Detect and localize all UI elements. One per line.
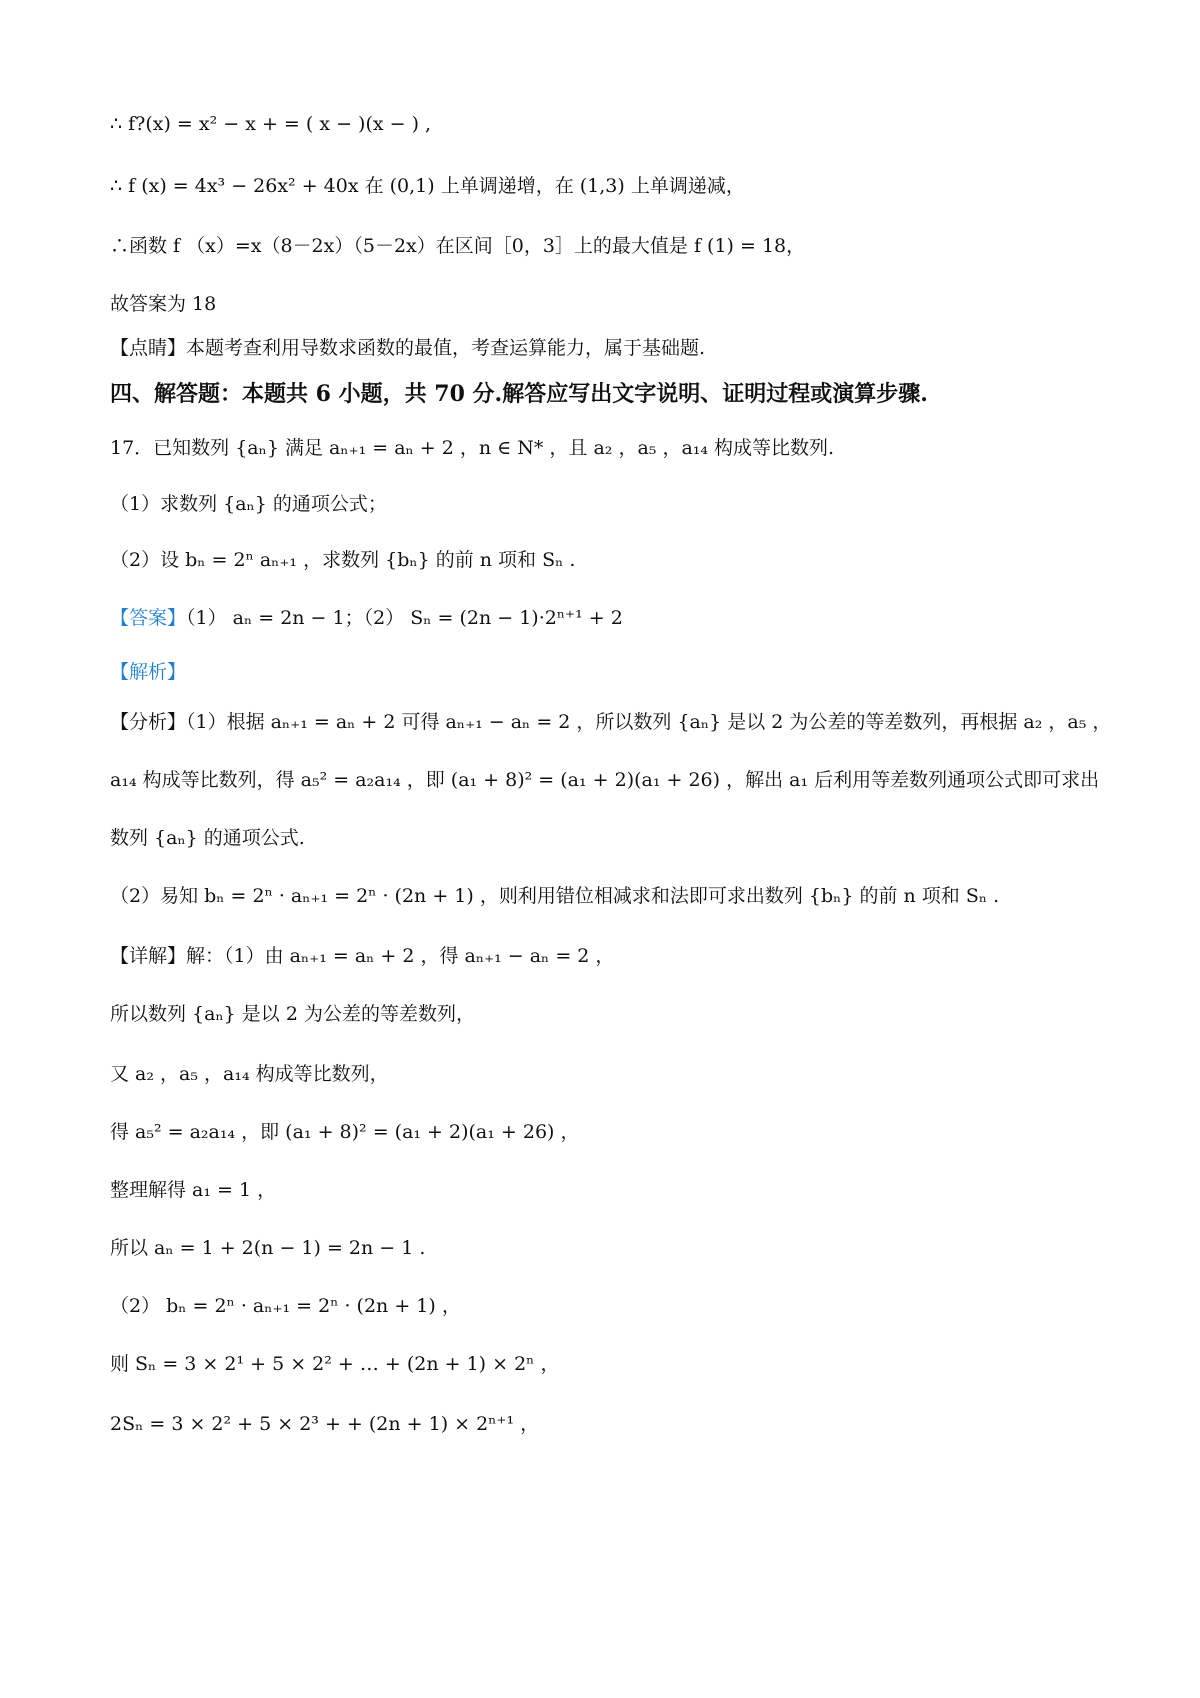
text-line-8: （1）求数列 {aₙ} 的通项公式； bbox=[110, 493, 387, 515]
text-line-20: 整理解得 a₁ = 1 ， bbox=[110, 1179, 277, 1201]
text-line-5: 【点睛】本题考查利用导数求函数的最值，考查运算能力，属于基础题. bbox=[110, 337, 706, 359]
text-line-4: 故答案为 18 bbox=[110, 293, 217, 315]
text-line-11: 【解析】 bbox=[110, 661, 187, 683]
text-line-21: 所以 aₙ = 1 + 2(n − 1) = 2n − 1 . bbox=[110, 1237, 426, 1259]
text-line-19: 得 a₅² = a₂a₁₄ ，即 (a₁ + 8)² = (a₁ + 2)(a₁ + 26) ， bbox=[110, 1121, 580, 1143]
text-line-17: 所以数列 {aₙ} 是以 2 为公差的等差数列， bbox=[110, 1003, 475, 1025]
text-line-7: 17．已知数列 {aₙ} 满足 aₙ₊₁ = aₙ + 2 ，n ∈ N* ，且 a₂ ，a₅ ，a₁₄ 构成等比数列. bbox=[110, 437, 835, 459]
text-line-14: 数列 {aₙ} 的通项公式. bbox=[110, 827, 305, 849]
text-line-12: 【分析】（1）根据 aₙ₊₁ = aₙ + 2 可得 aₙ₊₁ − aₙ = 2 ，所以数列 {aₙ} 是以 2 为公差的等差数列，再根据 a₂ ，a₅ ， bbox=[110, 711, 1112, 733]
text-line-13: a₁₄ 构成等比数列，得 a₅² = a₂a₁₄ ，即 (a₁ + 8)² = (a₁ + 2)(a₁ + 26) ，解出 a₁ 后利用等差数列通项公式即可求出 bbox=[110, 769, 1100, 791]
text-line-2: ∴ f (x) = 4x³ − 26x² + 40x 在 (0,1) 上单调递增，在 (1,3) 上单调递减， bbox=[110, 175, 745, 197]
text-line-1: ∴ f?(x) = x² − x + = ( x − )(x − ) , bbox=[110, 113, 432, 135]
text-line-18: 又 a₂ ，a₅ ，a₁₄ 构成等比数列， bbox=[110, 1063, 389, 1085]
answer-label: 【答案】 bbox=[110, 607, 187, 629]
text-line-3: ∴函数 f （x）=x（8－2x）（5－2x）在区间［0，3］上的最大值是 f (1) = 18， bbox=[110, 235, 806, 257]
answer-text: （1） aₙ = 2n − 1；（2） Sₙ = (2n − 1)·2ⁿ⁺¹ + 2 bbox=[186, 607, 623, 629]
text-line-24: 2Sₙ = 3 × 2² + 5 × 2³ + + (2n + 1) × 2ⁿ⁺¹ ， bbox=[110, 1413, 540, 1435]
text-line-22: （2） bₙ = 2ⁿ · aₙ₊₁ = 2ⁿ · (2n + 1) ， bbox=[110, 1295, 461, 1317]
text-line-6: 四、解答题：本题共 6 小题，共 70 分.解答应写出文字说明、证明过程或演算步骤. bbox=[110, 381, 928, 407]
text-line-9: （2）设 bₙ = 2ⁿ aₙ₊₁ ，求数列 {bₙ} 的前 n 项和 Sₙ . bbox=[110, 549, 576, 571]
text-line-10 bbox=[110, 604, 623, 632]
text-line-16: 【详解】解：（1）由 aₙ₊₁ = aₙ + 2 ，得 aₙ₊₁ − aₙ = 2 ， bbox=[110, 945, 615, 967]
text-line-15: （2）易知 bₙ = 2ⁿ · aₙ₊₁ = 2ⁿ · (2n + 1) ，则利用错位相减求和法即可求出数列 {bₙ} 的前 n 项和 Sₙ . bbox=[110, 885, 1000, 907]
text-line-23: 则 Sₙ = 3 × 2¹ + 5 × 2² + … + (2n + 1) × 2ⁿ ， bbox=[110, 1353, 560, 1375]
